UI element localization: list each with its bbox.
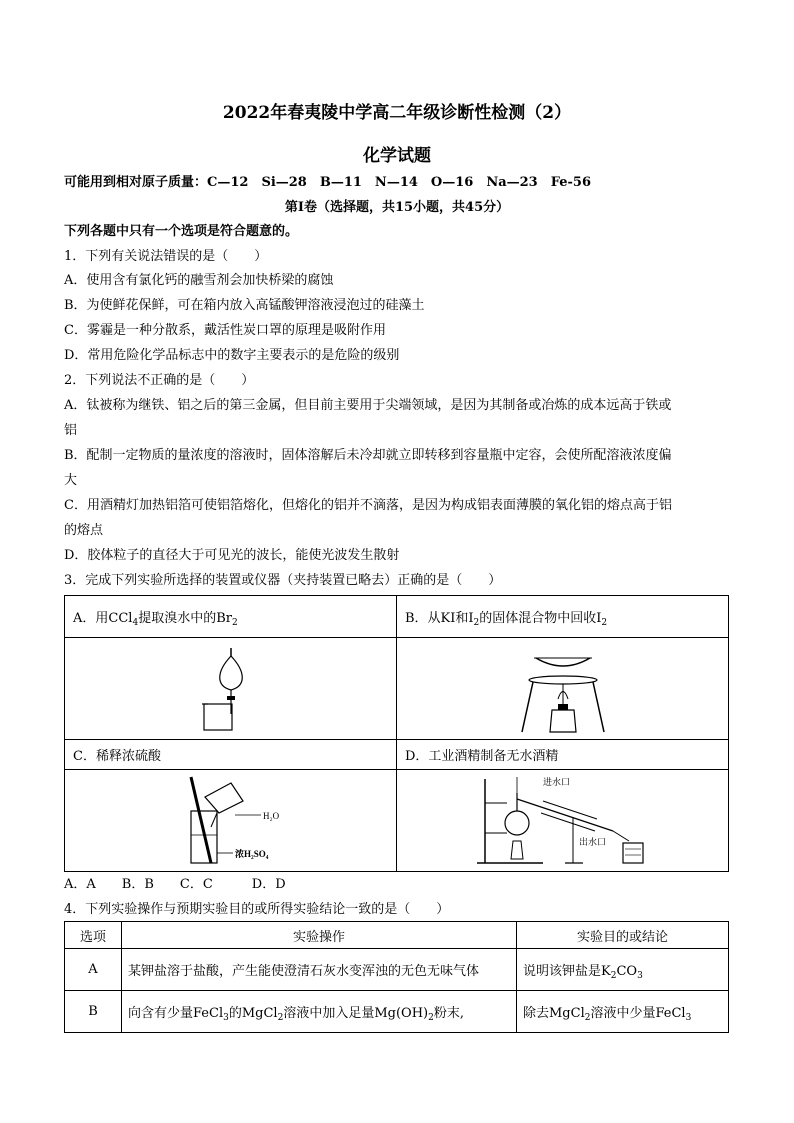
atomic-mass-line: 可能用到相对原子质量：C—12 Si—28 B—11 N—14 O—16 Na—23 Fe-56 — [64, 175, 591, 190]
q4-row-b-operation: 向含有少量FeCl$_3$的MgCl$_2$溶液中加入足量$Mg(OH)_2$粉末, — [122, 991, 517, 1033]
q2-option-b-line2: 大 — [64, 473, 78, 488]
q1-option-b: B．为使鲜花保鲜，可在箱内放入高锰酸钾溶液浸泡过的硅藻土 — [64, 298, 425, 313]
separatory-funnel-icon — [186, 644, 276, 734]
exam-subtitle: 化学试题 — [363, 146, 431, 166]
q2-option-c-line2: 的熔点 — [64, 523, 104, 538]
q2-stem: 2．下列说法不正确的是（ ） — [64, 373, 255, 388]
q4-stem: 4．下列实验操作与预期实验目的或所得实验结论一致的是（ ） — [64, 902, 450, 917]
svg-text:进水口: 进水口 — [542, 776, 570, 787]
q1-stem: 1．下列有关说法错误的是（ ） — [64, 249, 268, 264]
q4-row-a-result: 说明该钾盐是$K_2CO_3$ — [517, 949, 729, 991]
q3-answer-options: A．A B．B C．C D．D — [64, 877, 286, 892]
q2-option-a-line2: 铝 — [64, 423, 78, 438]
q3-figure-a — [65, 638, 397, 740]
q3-cell-a-label: A．用CCl$_4$提取溴水中的$Br_2$ — [65, 596, 397, 638]
svg-text:浓H₂SO₄: 浓H₂SO₄ — [234, 848, 268, 859]
svg-text:H₂O: H₂O — [262, 810, 279, 821]
q3-figure-d — [397, 770, 729, 872]
q3-apparatus-table — [64, 595, 729, 872]
dilution-beaker-icon — [151, 775, 311, 867]
q4-row-a-option: A — [65, 949, 122, 991]
q4-header-result: 实验目的或结论 — [517, 922, 729, 949]
q1-option-c: C．雾霾是一种分散系，戴活性炭口罩的原理是吸附作用 — [64, 323, 386, 338]
q4-experiment-table — [64, 921, 729, 1033]
evaporating-dish-burner-icon — [508, 644, 618, 734]
exam-title: 2022年春夷陵中学高二年级诊断性检测（2） — [222, 103, 572, 123]
q2-option-b-line1: B．配制一定物质的量浓度的溶液时，固体溶解后未冷却就立即转移到容量瓶中定容，会使所配溶液浓度偏 — [64, 448, 672, 463]
q3-cell-d-label: D．工业酒精制备无水酒精 — [397, 740, 729, 770]
q2-option-c-line1: C．用酒精灯加热铝箔可使铝箔熔化，但熔化的铝并不滴落，是因为构成铝表面薄膜的氧化铝的熔点高于铝 — [64, 498, 672, 513]
q1-option-d: D．常用危险化学品标志中的数字主要表示的是危险的级别 — [64, 348, 400, 363]
q4-row-b-option: B — [65, 991, 122, 1033]
svg-text:出水口: 出水口 — [578, 836, 606, 847]
table-row — [65, 949, 729, 991]
q2-option-d: D．胶体粒子的直径大于可见光的波长，能使光波发生散射 — [64, 548, 400, 563]
q3-figure-b — [397, 638, 729, 740]
q4-row-b-result: 除去MgCl$_2$溶液中少量FeCl$_3$ — [517, 991, 729, 1033]
q3-figure-c — [65, 770, 397, 872]
q1-option-a: A．使用含有氯化钙的融雪剂会加快桥梁的腐蚀 — [64, 273, 334, 288]
q3-stem: 3．完成下列实验所选择的装置或仪器（夹持装置已略去）正确的是（ ） — [64, 573, 502, 588]
q3-cell-b-label: B．从KI和$I_2$的固体混合物中回收$I_2$ — [397, 596, 729, 638]
q4-header-option: 选项 — [65, 922, 122, 949]
distillation-apparatus-icon — [473, 773, 653, 869]
table-row — [65, 991, 729, 1033]
q3-cell-c-label: C．稀释浓硫酸 — [65, 740, 397, 770]
section-title: 第Ⅰ卷（选择题，共15小题，共45分） — [284, 200, 510, 215]
instruction: 下列各题中只有一个选项是符合题意的。 — [64, 224, 299, 239]
q4-row-a-operation: 某钾盐溶于盐酸，产生能使澄清石灰水变浑浊的无色无味气体 — [122, 949, 517, 991]
q4-header-operation: 实验操作 — [122, 922, 517, 949]
q2-option-a-line1: A．钛被称为继铁、铝之后的第三金属，但目前主要用于尖端领域，是因为其制备或冶炼的成本远高于铁或 — [64, 398, 672, 413]
